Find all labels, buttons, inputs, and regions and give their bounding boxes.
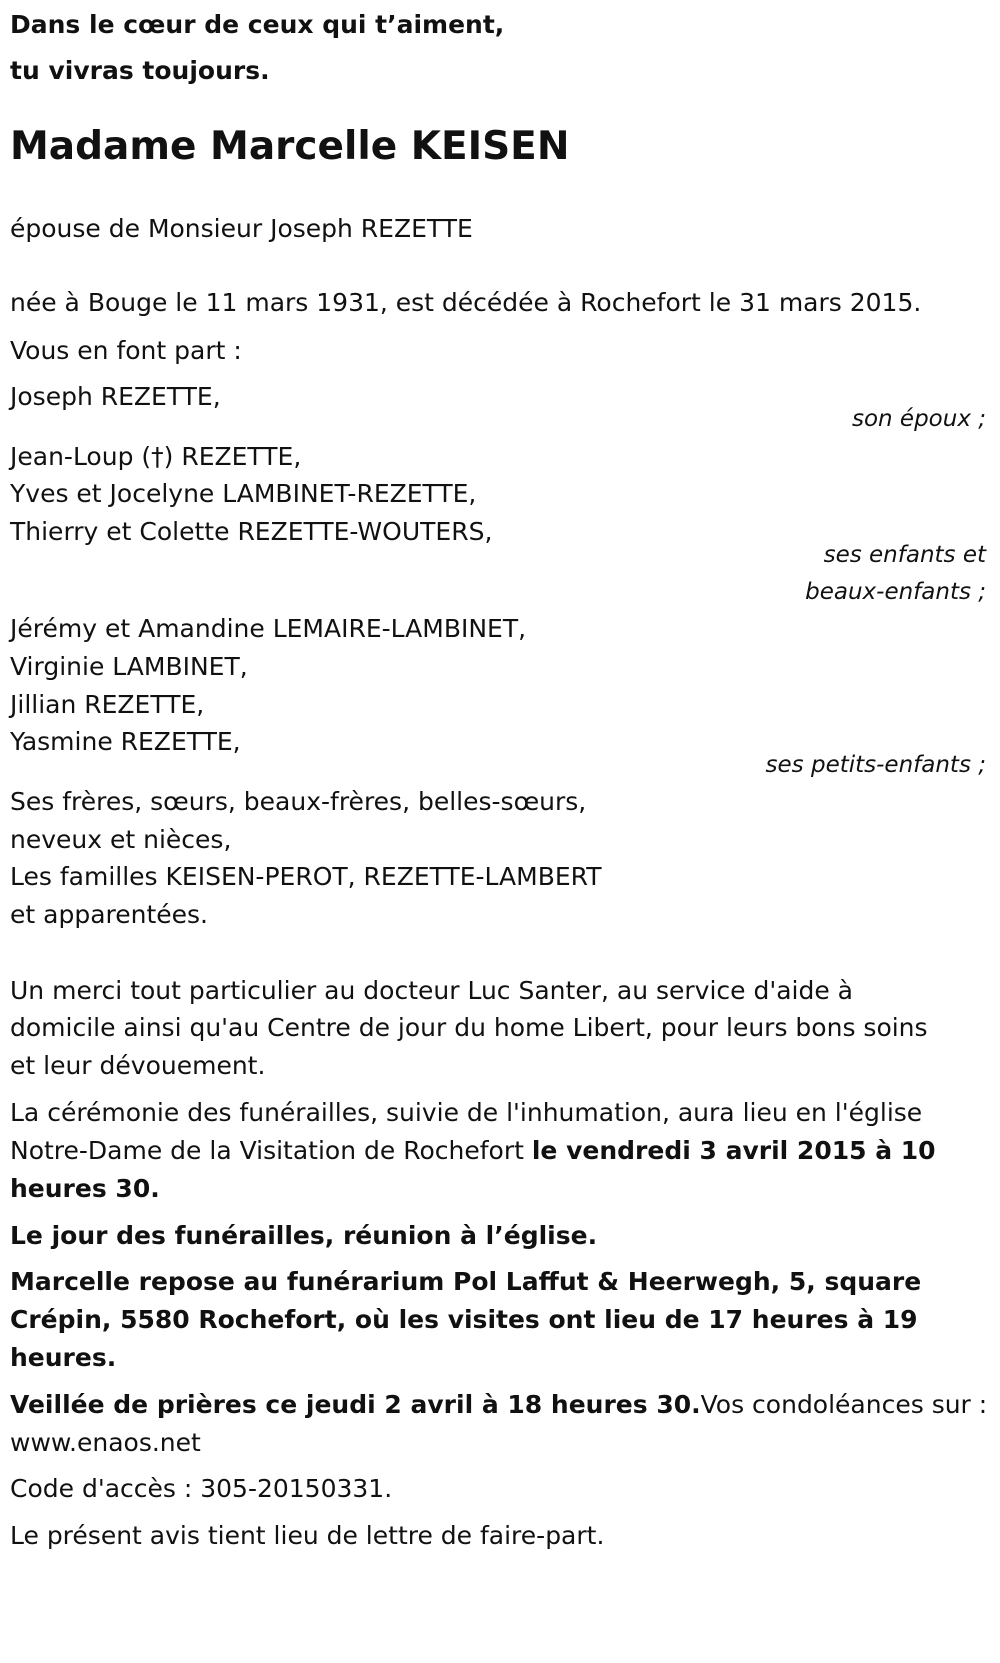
family-spouse-role: son époux ; (851, 406, 986, 432)
condolences-text: Vos condoléances sur : (700, 1390, 988, 1419)
epigraph-line-2: tu vivras toujours. (10, 56, 270, 85)
other-family-line: neveux et nièces, (10, 825, 232, 854)
spouse-line: épouse de Monsieur Joseph REZETTE (10, 214, 473, 243)
funeral-home-line: Crépin, 5580 Rochefort, où les visites ont lieu de 17 heures à 19 (10, 1305, 918, 1334)
grandchildren-role: ses petits-enfants ; (765, 752, 986, 778)
announcement-intro: Vous en font part : (10, 336, 242, 365)
closing-line: Le présent avis tient lieu de lettre de faire-part. (10, 1521, 605, 1550)
family-spouse-name: Joseph REZETTE, (10, 382, 221, 411)
vigil-line (10, 1389, 987, 1421)
website-link[interactable]: www.enaos.net (10, 1428, 201, 1457)
ceremony-line-1: La cérémonie des funérailles, suivie de l'inhumation, aura lieu en l'église (10, 1098, 923, 1127)
other-family-line: Les familles KEISEN-PEROT, REZETTE-LAMBERT (10, 862, 602, 891)
grandchild-line: Jérémy et Amandine LEMAIRE-LAMBINET, (10, 614, 527, 643)
thanks-line: et leur dévouement. (10, 1051, 266, 1080)
birth-death-line: née à Bouge le 11 mars 1931, est décédée à Rochefort le 31 mars 2015. (10, 288, 922, 317)
thanks-line: Un merci tout particulier au docteur Luc Santer, au service d'aide à (10, 976, 854, 1005)
grandchild-line: Virginie LAMBINET, (10, 652, 248, 681)
children-role-line-1: ses enfants et (823, 542, 986, 568)
thanks-line: domicile ainsi qu'au Centre de jour du home Libert, pour leurs bons soins (10, 1013, 928, 1042)
child-line: Jean-Loup (†) REZETTE, (10, 442, 302, 471)
funeral-home-line: Marcelle repose au funérarium Pol Laffut & Heerwegh, 5, square (10, 1267, 922, 1296)
children-role-line-2: beaux-enfants ; (805, 579, 986, 605)
grandchild-line: Yasmine REZETTE, (10, 727, 241, 756)
funeral-home-line: heures. (10, 1343, 117, 1372)
ceremony-place: Notre-Dame de la Visitation de Rochefort (10, 1136, 532, 1165)
ceremony-line-2 (10, 1135, 936, 1167)
deceased-name: Madame Marcelle KEISEN (10, 124, 570, 169)
ceremony-date: le vendredi 3 avril 2015 à 10 (531, 1136, 936, 1165)
other-family-line: et apparentées. (10, 900, 208, 929)
child-line: Yves et Jocelyne LAMBINET-REZETTE, (10, 479, 477, 508)
access-code: Code d'accès : 305-20150331. (10, 1474, 393, 1503)
other-family-line: Ses frères, sœurs, beaux-frères, belles-sœurs, (10, 787, 587, 816)
ceremony-line-3: heures 30. (10, 1174, 160, 1203)
meeting-line: Le jour des funérailles, réunion à l’église. (10, 1221, 598, 1250)
child-line: Thierry et Colette REZETTE-WOUTERS, (10, 517, 493, 546)
grandchild-line: Jillian REZETTE, (10, 690, 205, 719)
vigil-text: Veillée de prières ce jeudi 2 avril à 18 heures 30. (10, 1390, 701, 1419)
epigraph-line-1: Dans le cœur de ceux qui t’aiment, (10, 10, 505, 39)
